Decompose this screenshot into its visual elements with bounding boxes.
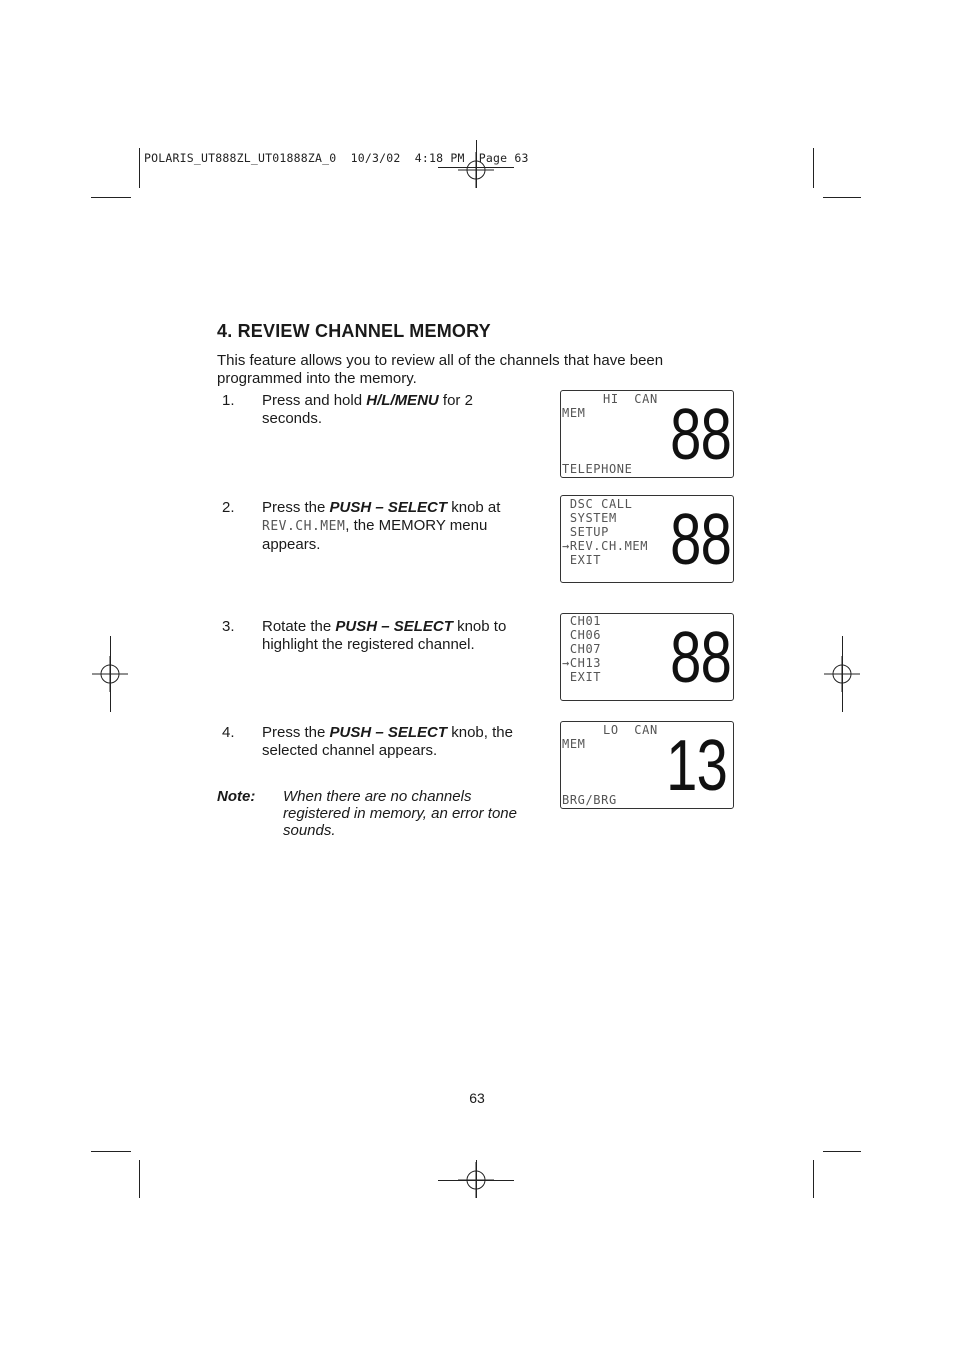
crop-mark [476, 1160, 477, 1198]
lcd-channel-digits: 88 [670, 500, 731, 580]
step-text-part: , the MEMORY menu appears. [262, 517, 488, 553]
note-label: Note: [217, 788, 256, 805]
section-title: 4. REVIEW CHANNEL MEMORY [217, 321, 491, 341]
lcd-display [560, 721, 734, 809]
lcd-menu-item: CH07 [562, 642, 602, 656]
intro-paragraph: This feature allows you to review all of the channels that have been programmed into the memory. [217, 352, 664, 387]
page-number: 63 [469, 1090, 485, 1106]
crop-mark [139, 148, 140, 188]
lcd-bottom-line: TELEPHONE [562, 462, 633, 476]
step-text-part: knob at [447, 499, 501, 516]
lcd-side-label: MEM [562, 406, 586, 420]
step-number: 3. [222, 618, 235, 635]
step-number: 2. [222, 499, 235, 516]
crop-mark [139, 1160, 140, 1198]
crop-mark [813, 1160, 814, 1198]
lcd-channel-digits: 13 [666, 726, 727, 806]
key-label: PUSH – SELECT [329, 724, 448, 741]
lcd-bottom-line: BRG/BRG [562, 793, 617, 807]
key-label: PUSH – SELECT [335, 618, 453, 635]
crop-mark [823, 1151, 861, 1152]
step-text [262, 499, 527, 554]
lcd-menu-item: SETUP [562, 525, 609, 539]
lcd-menu-item: DSC CALL [562, 497, 633, 511]
print-slug: POLARIS_UT888ZL_UT01888ZA_0 10/3/02 4:18 PM Page 63 [144, 151, 529, 165]
step-text-part: Press and hold [262, 392, 367, 409]
crop-mark [813, 148, 814, 188]
crop-mark [91, 197, 131, 198]
lcd-channel-digits: 88 [670, 395, 731, 475]
step-text-part: knob to highlight the registered channel. [262, 618, 507, 653]
step-text-part: Rotate the [262, 618, 336, 635]
lcd-side-label: MEM [562, 737, 586, 751]
step-text [262, 392, 492, 428]
lcd-menu-item: EXIT [562, 670, 602, 684]
crop-mark [91, 1151, 131, 1152]
lcd-top-line: HI CAN [603, 392, 658, 406]
step-number: 1. [222, 392, 235, 409]
crop-mark [438, 167, 514, 168]
lcd-menu-item: EXIT [562, 553, 602, 567]
key-label: PUSH – SELECT [329, 499, 448, 516]
crop-mark [823, 197, 861, 198]
lcd-menu-item: CH01 [562, 614, 602, 628]
lcd-menu-item-selected: →CH13 [562, 656, 602, 670]
step-text [262, 618, 537, 654]
lcd-menu-item-selected: →REV.CH.MEM [562, 539, 649, 553]
lcd-display [560, 495, 734, 583]
lcd-display [560, 613, 734, 701]
step-text-part: Press the [262, 499, 330, 516]
lcd-menu-item: SYSTEM [562, 511, 617, 525]
key-label: H/L/MENU [366, 392, 439, 409]
crop-mark [110, 636, 111, 712]
step-text-part: knob, the selected channel appears. [262, 724, 513, 759]
lcd-top-line: LO CAN [603, 723, 658, 737]
crop-mark [842, 636, 843, 712]
note-text: When there are no channels registered in memory, an error tone sounds. [283, 788, 517, 839]
step-text-part: Press the [262, 724, 330, 741]
step-text-part: for 2 seconds. [262, 392, 473, 427]
lcd-inline-text: REV.CH.MEM [262, 519, 346, 534]
lcd-channel-digits: 88 [670, 618, 731, 698]
step-text [262, 724, 517, 760]
lcd-display [560, 390, 734, 478]
step-number: 4. [222, 724, 235, 741]
crop-mark [438, 1180, 514, 1181]
lcd-menu-item: CH06 [562, 628, 602, 642]
